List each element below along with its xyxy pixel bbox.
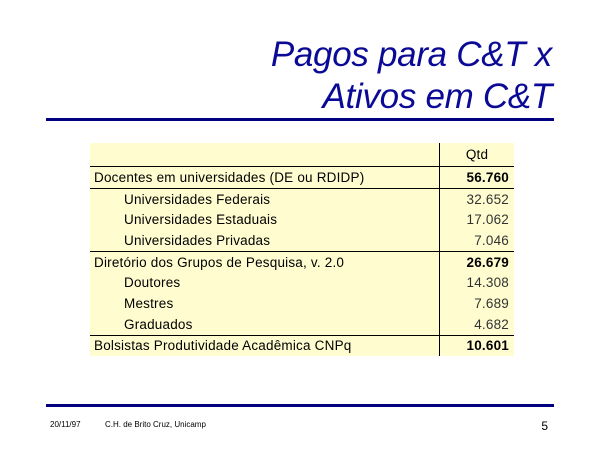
footer-date: 20/11/97 (50, 420, 81, 429)
row-label: Bolsistas Produtividade Acadêmica CNPq (94, 338, 352, 354)
row-label: Doutores (124, 275, 181, 291)
row-label: Universidades Estaduais (124, 212, 278, 228)
row-qty: 26.679 (439, 252, 514, 273)
table-row (90, 272, 514, 293)
row-label: Universidades Privadas (124, 232, 271, 248)
table-header-row (90, 143, 514, 167)
table-row (90, 252, 514, 273)
row-label: Graduados (124, 316, 193, 332)
page-number: 5 (541, 419, 548, 433)
row-qty: 4.682 (439, 314, 514, 335)
table-row (90, 230, 514, 252)
row-label: Docentes em universidades (DE ou RDIDP) (94, 169, 365, 185)
table-row (90, 209, 514, 230)
table-row (90, 314, 514, 336)
footer-author: C.H. de Brito Cruz, Unicamp (105, 420, 206, 429)
slide-title-line-2: Ativos em C&T (322, 77, 552, 116)
table-header-qty: Qtd (439, 143, 514, 166)
table-row (90, 293, 514, 314)
row-qty: 7.046 (439, 230, 514, 251)
table-row (90, 167, 514, 189)
row-qty: 7.689 (439, 293, 514, 314)
slide-title (271, 34, 552, 118)
row-qty: 10.601 (439, 336, 514, 357)
footer-divider (46, 404, 554, 407)
row-label: Diretório dos Grupos de Pesquisa, v. 2.0 (94, 254, 345, 270)
row-qty: 17.062 (439, 209, 514, 230)
row-qty: 56.760 (439, 167, 514, 188)
slide-title-line-1: Pagos para C&T x (270, 35, 552, 74)
title-divider (46, 118, 554, 121)
table-row (90, 189, 514, 210)
row-qty: 32.652 (439, 189, 514, 210)
table-row (90, 336, 514, 357)
data-table (90, 143, 514, 356)
row-label: Universidades Federais (124, 191, 271, 207)
row-qty: 14.308 (439, 272, 514, 293)
row-label: Mestres (124, 295, 174, 311)
